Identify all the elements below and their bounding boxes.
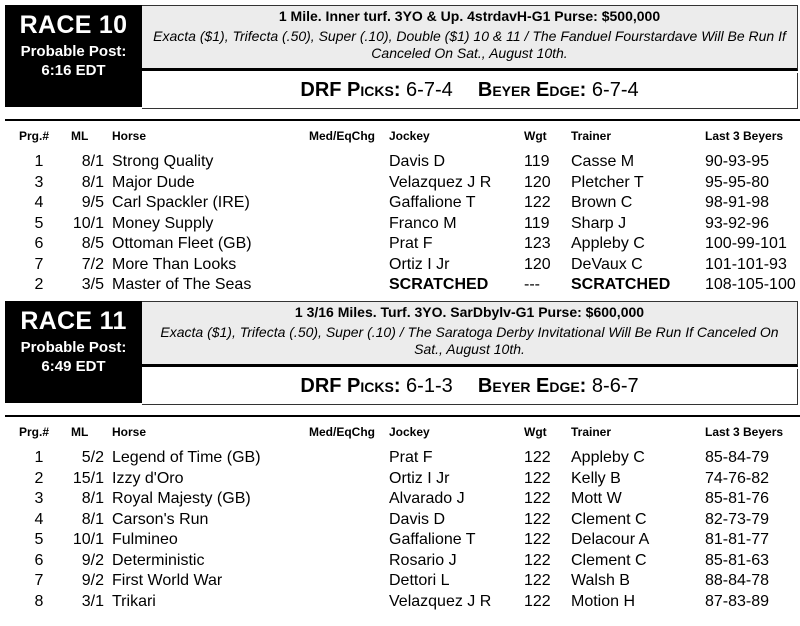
picks-bar [142,369,798,405]
beyer-edge-label: Beyer Edge: [477,375,587,397]
jockey-name: Prat F [389,235,433,252]
weight: 122 [524,510,551,528]
probable-post-label: Probable Post: [20,43,127,60]
jockey-name: Alvarado J [389,490,465,507]
weight: 122 [524,531,551,548]
horse-name: Master of The Seas [112,276,252,293]
col-jockey: Jockey [389,129,430,143]
last-3-beyers: 108-105-100 [705,276,796,293]
col-trainer: Trainer [571,129,612,143]
weight: --- [524,276,540,293]
beyer-edge-label: Beyer Edge: [477,79,587,101]
weight: 119 [524,153,550,170]
wagering-info: Exacta ($1), Trifecta (.50), Super (.10), Double ($1) 10 & 11 / The Fanduel Fourstardave Will Be Run If Canceled On Sat., August 10th. [153,28,786,61]
last-3-beyers: 100-99-101 [705,235,787,252]
col-med: Med/EqChg [309,425,375,439]
drf-picks-label: DRF Picks: [300,79,401,101]
horse-name: Carl Spackler (IRE) [112,194,250,211]
col-horse: Horse [112,425,147,439]
morning-line: 8/1 [81,510,104,528]
table-header [0,425,800,441]
table-row [0,174,800,194]
trainer-name: Delacour A [571,531,650,548]
picks-bar [142,73,798,109]
morning-line: 9/5 [81,194,104,211]
morning-line: 10/1 [72,531,104,548]
divider-rule [5,119,800,121]
weight: 123 [524,235,551,252]
jockey-name: Rosario J [389,551,457,569]
col-trainer: Trainer [571,425,612,439]
jockey-name: Davis D [389,510,446,528]
horse-name: More Than Looks [112,255,237,273]
morning-line: 8/1 [81,173,104,191]
last-3-beyers: 88-84-78 [705,572,770,589]
drf-picks-label: DRF Picks: [300,375,401,397]
trainer-name: Clement C [571,551,647,569]
morning-line: 8/1 [81,490,104,507]
program-number: 6 [34,235,44,252]
col-prg: Prg.# [19,129,50,143]
program-number: 7 [34,572,44,589]
weight: 122 [524,592,551,610]
morning-line: 15/1 [72,469,104,487]
last-3-beyers: 95-95-80 [705,173,770,191]
trainer-name: Brown C [571,194,633,211]
morning-line: 9/2 [81,551,104,569]
weight: 122 [524,572,551,589]
beyer-edge-value: 8-6-7 [591,375,639,397]
col-beyers: Last 3 Beyers [705,129,784,143]
morning-line: 3/1 [81,592,104,610]
jockey-name: Dettori L [389,572,450,589]
morning-line: 8/1 [81,153,104,170]
program-number: 4 [34,194,44,211]
trainer-name: Kelly B [571,469,621,487]
table-row [0,256,800,276]
last-3-beyers: 87-83-89 [705,592,770,610]
last-3-beyers: 98-91-98 [705,194,770,211]
last-3-beyers: 85-81-76 [705,490,770,507]
last-3-beyers: 82-73-79 [705,510,770,528]
morning-line: 10/1 [72,214,104,232]
horse-name: Money Supply [112,214,214,232]
jockey-name: Franco M [389,214,457,232]
morning-line: 9/2 [81,572,104,589]
weight: 122 [524,490,551,507]
jockey-name: Velazquez J R [389,173,492,191]
horse-name: Carson's Run [112,510,209,528]
col-horse: Horse [112,129,147,143]
col-jockey: Jockey [389,425,430,439]
weight: 119 [524,214,550,232]
probable-post-label: Probable Post: [20,339,127,356]
col-beyers: Last 3 Beyers [705,425,784,439]
program-number: 8 [34,592,44,610]
table-row [0,572,800,592]
last-3-beyers: 74-76-82 [705,469,770,487]
horse-name: Trikari [112,592,156,610]
horse-name: Fulmineo [112,531,178,548]
drf-picks-value: 6-7-4 [406,79,453,101]
trainer-name: Mott W [571,490,622,507]
table-row [0,470,800,490]
program-number: 5 [34,214,44,232]
race-info-box [142,301,798,367]
morning-line: 5/2 [81,449,104,466]
race-header [0,0,800,111]
program-number: 5 [34,531,44,548]
race-number: RACE 11 [20,307,127,335]
race-conditions: 1 Mile. Inner turf. 3YO & Up. 4strdavH-G1 Purse: $500,000 [278,8,661,24]
col-wgt: Wgt [524,129,547,143]
table-row [0,215,800,235]
race-header [0,296,800,407]
trainer-name: SCRATCHED [571,276,671,293]
program-number: 7 [34,255,44,273]
horse-name: Strong Quality [112,153,214,170]
morning-line: 3/5 [81,276,104,293]
weight: 122 [524,449,551,466]
race-badge [5,5,142,107]
jockey-name: Prat F [389,449,433,466]
col-ml: ML [71,425,89,439]
last-3-beyers: 90-93-95 [705,153,770,170]
program-number: 1 [34,153,44,170]
last-3-beyers: 101-101-93 [705,255,787,273]
program-number: 3 [34,173,44,191]
horse-name: First World War [112,572,223,589]
jockey-name: SCRATCHED [389,276,489,293]
horse-name: Royal Majesty (GB) [112,490,251,507]
jockey-name: Davis D [389,153,446,170]
race-10-section [0,0,800,296]
jockey-name: Ortiz I Jr [389,469,450,487]
last-3-beyers: 81-81-77 [705,531,770,548]
weight: 122 [524,469,551,487]
morning-line: 8/5 [81,235,104,252]
wagering-info: Exacta ($1), Trifecta (.50), Super (.10) / The Saratoga Derby Invitational Will Be Run If Canceled On Sat., August 10th. [160,324,779,357]
last-3-beyers: 93-92-96 [705,214,770,232]
horse-name: Deterministic [112,551,205,569]
program-number: 4 [34,510,44,528]
col-wgt: Wgt [524,425,547,439]
horse-name: Major Dude [112,173,195,191]
last-3-beyers: 85-81-63 [705,551,770,569]
weight: 122 [524,551,551,569]
trainer-name: Sharp J [571,214,627,232]
horse-name: Legend of Time (GB) [112,449,261,466]
table-row [0,235,800,255]
drf-picks-value: 6-1-3 [406,375,453,397]
trainer-name: Appleby C [571,449,645,466]
program-number: 2 [34,469,44,487]
program-number: 2 [34,276,44,293]
jockey-name: Gaffalione T [389,531,476,548]
race-conditions: 1 3/16 Miles. Turf. 3YO. SarDbylv-G1 Purse: $600,000 [294,304,645,320]
weight: 120 [524,255,551,273]
post-time: 6:16 EDT [41,62,106,79]
race-badge [5,301,142,403]
table-row [0,531,800,551]
trainer-name: Pletcher T [571,173,644,191]
trainer-name: Clement C [571,510,647,528]
table-row [0,449,800,469]
jockey-name: Gaffalione T [389,194,476,211]
trainer-name: Appleby C [571,235,645,252]
trainer-name: Casse M [571,153,635,170]
col-prg: Prg.# [19,425,50,439]
weight: 120 [524,173,551,191]
table-header [0,129,800,145]
horse-name: Izzy d'Oro [112,469,184,487]
table-row [0,194,800,214]
program-number: 6 [34,551,44,569]
table-row [0,276,800,296]
trainer-name: DeVaux C [571,255,643,273]
race-info-box [142,5,798,71]
post-time: 6:49 EDT [41,358,106,375]
col-med: Med/EqChg [309,129,375,143]
program-number: 3 [34,490,44,507]
race-number: RACE 10 [19,11,128,39]
weight: 122 [524,194,551,211]
table-row [0,552,800,572]
trainer-name: Motion H [571,592,636,610]
jockey-name: Velazquez J R [389,592,492,610]
table-row [0,153,800,173]
race-11-section [0,296,800,626]
morning-line: 7/2 [81,255,104,273]
beyer-edge-value: 6-7-4 [591,79,639,101]
table-row [0,593,800,613]
last-3-beyers: 85-84-79 [705,449,770,466]
table-row [0,511,800,531]
horse-name: Ottoman Fleet (GB) [112,235,252,252]
divider-rule [5,415,800,417]
jockey-name: Ortiz I Jr [389,255,450,273]
table-row [0,490,800,510]
program-number: 1 [34,449,44,466]
col-ml: ML [71,129,89,143]
trainer-name: Walsh B [571,572,630,589]
